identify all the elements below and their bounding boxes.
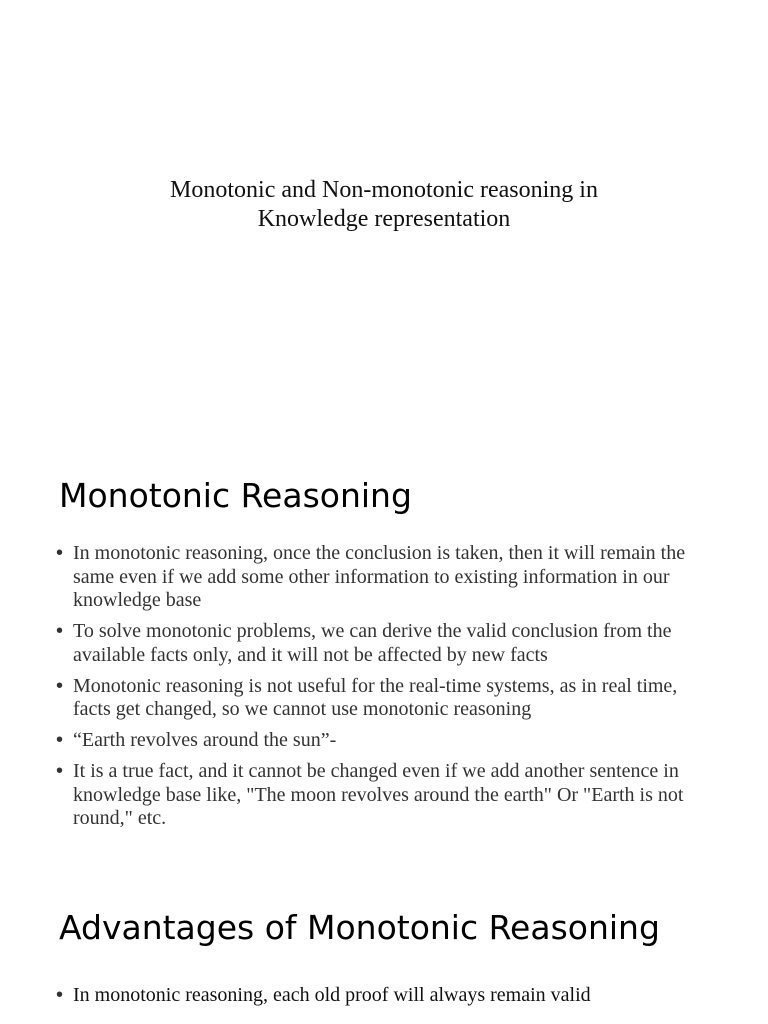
bullet-marker: •	[56, 729, 64, 751]
presentation-title	[80, 176, 688, 234]
bullet-marker: •	[56, 674, 64, 697]
monotonic-bullet-list	[56, 542, 716, 838]
bullet-item	[56, 760, 716, 831]
bullet-marker: •	[56, 984, 64, 1006]
monotonic-reasoning-slide	[0, 432, 768, 864]
slide-heading-monotonic-reasoning: Monotonic Reasoning	[59, 476, 412, 515]
advantages-slide	[0, 864, 768, 1024]
bullet-item	[56, 675, 716, 722]
bullet-text: In monotonic reasoning, once the conclusion is taken, then it will remain the same even if we add some other information to existing information in our knowledge base	[73, 542, 686, 611]
presentation-title-line-2: Knowledge representation	[257, 206, 511, 232]
presentation-title-line-1: Monotonic and Non-monotonic reasoning in	[170, 177, 598, 203]
bullet-marker: •	[56, 542, 64, 564]
bullet-marker: •	[56, 760, 64, 782]
bullet-text: It is a true fact, and it cannot be changed even if we add another sentence in knowledge base like, "The moon revolves around the earth" Or "Earth is not round," etc.	[73, 760, 684, 829]
bullet-text: To solve monotonic problems, we can derive the valid conclusion from the available facts only, and it will not be affected by new facts	[73, 620, 672, 666]
bullet-item	[56, 620, 716, 667]
bullet-text: In monotonic reasoning, each old proof will always remain valid	[73, 984, 591, 1006]
bullet-item	[56, 729, 716, 753]
bullet-text: “Earth revolves around the sun”-	[73, 729, 337, 751]
title-slide	[0, 0, 768, 432]
bullet-item	[56, 542, 716, 613]
bullet-item	[56, 984, 716, 1008]
advantages-bullet-list	[56, 984, 716, 1015]
slide-heading-advantages: Advantages of Monotonic Reasoning	[59, 908, 660, 947]
bullet-text: Monotonic reasoning is not useful for the real-time systems, as in real time, facts get changed, so we cannot use monotonic reasoning	[73, 674, 678, 720]
bullet-marker: •	[56, 620, 64, 642]
